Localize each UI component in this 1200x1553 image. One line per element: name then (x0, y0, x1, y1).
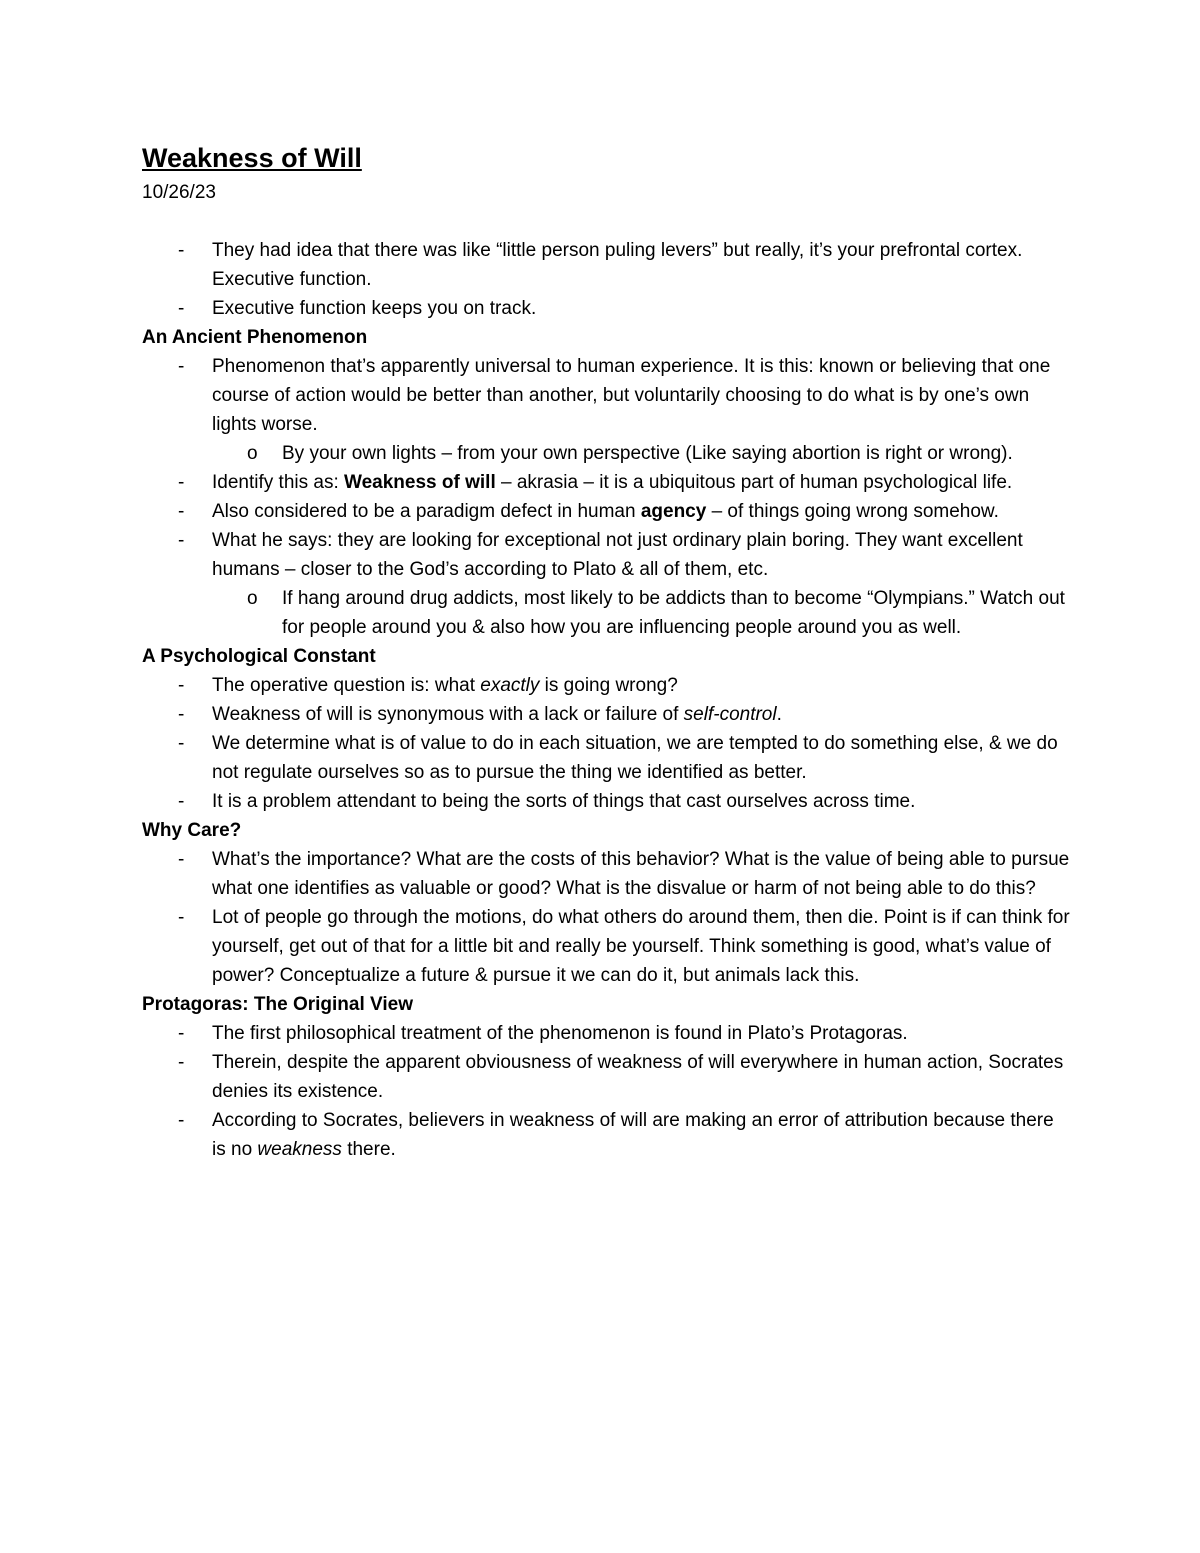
dash-bullet: - (178, 849, 185, 870)
sub-list-item (212, 584, 1072, 642)
dash-bullet: - (178, 501, 185, 522)
dash-bullet: - (178, 1052, 185, 1073)
circle-bullet: o (247, 443, 258, 464)
dash-bullet: - (178, 675, 185, 696)
section-heading-care: Why Care? (142, 820, 242, 841)
list-item (142, 497, 1072, 526)
list-item-text: What he says: they are looking for exceptional not just ordinary plain boring. They want excellent humans – closer to the God’s according to Plato & all of them, etc. (212, 530, 1023, 580)
care-list (142, 845, 1072, 990)
section-heading-ancient: An Ancient Phenomenon (142, 327, 368, 348)
intro-list (142, 236, 1072, 323)
sub-list-item (212, 439, 1072, 468)
list-item (142, 845, 1072, 903)
italic-term: exactly (480, 675, 540, 696)
list-item (142, 729, 1072, 787)
list-item (142, 352, 1072, 468)
list-item (142, 294, 1072, 323)
list-item (142, 468, 1072, 497)
list-item (142, 1048, 1072, 1106)
list-item (142, 671, 1072, 700)
list-item-text: They had idea that there was like “little person puling levers” but really, it’s your prefrontal cortex. Executive function. (212, 240, 1023, 290)
list-item-text: What’s the importance? What are the costs of this behavior? What is the value of being able to pursue what one identifies as valuable or good? What is the disvalue or harm of not being able to do this? (212, 849, 1070, 899)
document-page (142, 138, 1072, 1164)
bold-term: Weakness of will (344, 472, 496, 493)
list-item-text-pre: Identify this as: (212, 472, 345, 493)
italic-term: weakness (257, 1139, 342, 1160)
list-item (142, 700, 1072, 729)
list-item (142, 526, 1072, 642)
list-item (142, 787, 1072, 816)
bold-term: agency (640, 501, 707, 522)
protagoras-list (142, 1019, 1072, 1164)
dash-bullet: - (178, 530, 185, 551)
document-title: Weakness of Will (142, 143, 362, 173)
list-item-text-pre: The operative question is: what (212, 675, 481, 696)
ancient-list (142, 352, 1072, 642)
list-item-text-pre: According to Socrates, believers in weakness of will are making an error of attribution because there is no (212, 1110, 1054, 1160)
list-item (142, 236, 1072, 294)
list-item-text: Lot of people go through the motions, do what others do around them, then die. Point is if can think for yourself, get out of that for a little bit and really be yourself. Think something is good, what’s value of power? Conceptualize a future & pursue it we can do it, but animals lack this. (212, 907, 1070, 986)
list-item (142, 903, 1072, 990)
list-item-text-post: is going wrong? (539, 675, 678, 696)
list-item-text: Phenomenon that’s apparently universal to human experience. It is this: known or believing that one course of action would be better than another, but voluntarily choosing to do what is by one’s own lights worse. (212, 356, 1051, 435)
circle-bullet: o (247, 588, 258, 609)
list-item-text-post: there. (341, 1139, 396, 1160)
list-item-text: We determine what is of value to do in each situation, we are tempted to do something else, & we do not regulate ourselves so as to pursue the thing we identified as better. (212, 733, 1058, 783)
sub-list-item-text: By your own lights – from your own perspective (Like saying abortion is right or wrong). (282, 443, 1013, 464)
psych-list (142, 671, 1072, 816)
list-item-text: It is a problem attendant to being the sorts of things that cast ourselves across time. (212, 791, 916, 812)
list-item-text: The first philosophical treatment of the phenomenon is found in Plato’s Protagoras. (212, 1023, 908, 1044)
section-heading-psych: A Psychological Constant (142, 646, 376, 667)
dash-bullet: - (178, 1110, 185, 1131)
list-item-text: Therein, despite the apparent obviousness of weakness of will everywhere in human action, Socrates denies its existence. (212, 1052, 1064, 1102)
list-item-text-post: – akrasia – it is a ubiquitous part of human psychological life. (495, 472, 1013, 493)
list-item-text-pre: Weakness of will is synonymous with a lack or failure of (212, 704, 684, 725)
dash-bullet: - (178, 356, 185, 377)
sub-list-item-text: If hang around drug addicts, most likely to be addicts than to become “Olympians.” Watch out for people around you & also how you are influencing people around you as well. (282, 588, 1065, 638)
list-item (142, 1106, 1072, 1164)
dash-bullet: - (178, 791, 185, 812)
list-item-text-post: – of things going wrong somehow. (706, 501, 999, 522)
sub-list (212, 439, 1072, 468)
dash-bullet: - (178, 907, 185, 928)
list-item-text: Executive function keeps you on track. (212, 298, 537, 319)
document-date: 10/26/23 (142, 182, 216, 203)
dash-bullet: - (178, 298, 185, 319)
italic-term: self-control (683, 704, 777, 725)
sub-list (212, 584, 1072, 642)
dash-bullet: - (178, 1023, 185, 1044)
dash-bullet: - (178, 704, 185, 725)
list-item (142, 1019, 1072, 1048)
dash-bullet: - (178, 240, 185, 261)
section-heading-protagoras: Protagoras: The Original View (142, 994, 413, 1015)
dash-bullet: - (178, 472, 185, 493)
list-item-text-pre: Also considered to be a paradigm defect in human (212, 501, 641, 522)
list-item-text-post: . (776, 704, 782, 725)
dash-bullet: - (178, 733, 185, 754)
